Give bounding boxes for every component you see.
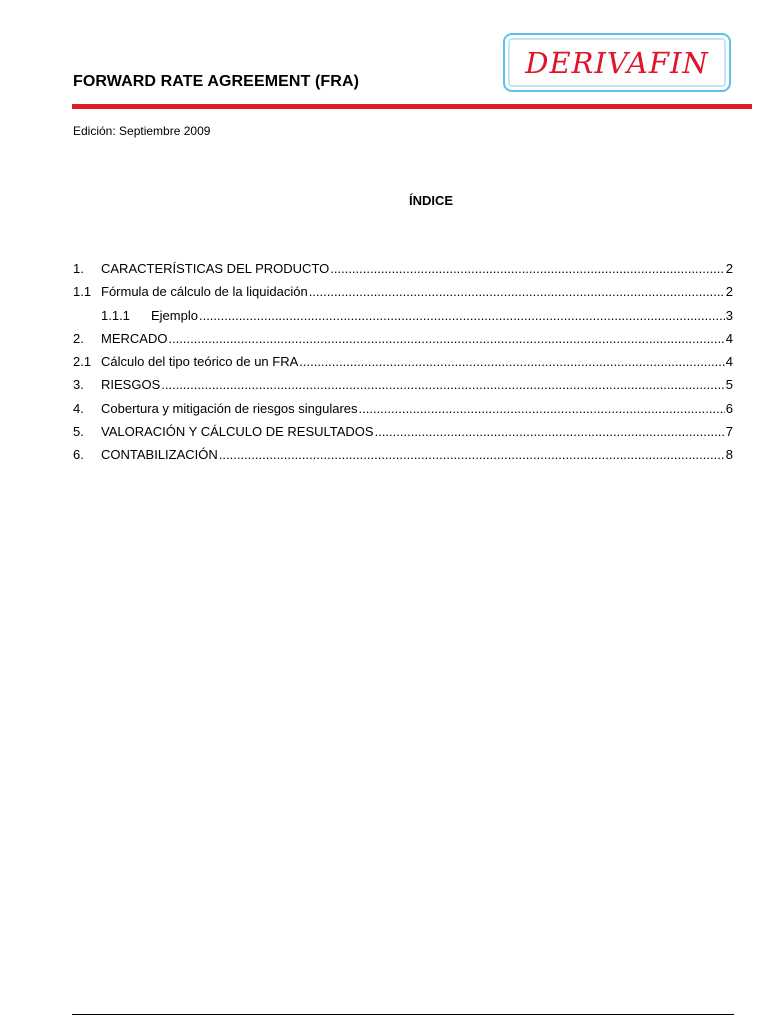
- toc-entry-title: Cobertura y mitigación de riesgos singulares: [101, 400, 358, 416]
- toc-leader-dots: [199, 308, 725, 323]
- toc-entry[interactable]: [73, 331, 733, 354]
- toc-entry-page: 6: [725, 400, 733, 416]
- logo-wordmark: DERIVAFIN: [525, 45, 709, 80]
- document-title: FORWARD RATE AGREEMENT (FRA): [73, 73, 360, 90]
- toc-entry[interactable]: [73, 377, 733, 400]
- toc-entry-page: 3: [725, 307, 733, 323]
- toc-entry[interactable]: [73, 354, 733, 377]
- toc-entry-title: Fórmula de cálculo de la liquidación: [101, 284, 308, 300]
- toc-entry-title: VALORACIÓN Y CÁLCULO DE RESULTADOS: [101, 424, 374, 440]
- toc-leader-dots: [219, 447, 725, 462]
- toc-entry-number: 5.: [73, 424, 84, 440]
- toc-leader-dots: [375, 424, 725, 439]
- toc-entry-number: 1.: [73, 261, 84, 276]
- table-of-contents: [73, 261, 733, 471]
- toc-entry[interactable]: [73, 447, 733, 470]
- toc-entry-title: RIESGOS: [101, 377, 161, 393]
- toc-leader-dots: [168, 331, 724, 346]
- edition-date: Edición: Septiembre 2009: [73, 124, 211, 138]
- toc-entry-number: 4.: [73, 400, 84, 416]
- toc-entry-page: 8: [725, 447, 733, 463]
- toc-entry-number: 1.1: [73, 284, 92, 300]
- toc-leader-dots: [330, 261, 725, 276]
- toc-entry-number: 1.1.1: [101, 307, 130, 323]
- toc-entry-number: 3.: [73, 377, 84, 393]
- toc-entry-title: CONTABILIZACIÓN: [101, 447, 218, 463]
- toc-entry-title: Ejemplo: [151, 307, 198, 323]
- toc-entry[interactable]: [73, 401, 733, 424]
- toc-entry[interactable]: [73, 284, 733, 307]
- toc-leader-dots: [299, 354, 724, 369]
- toc-entry-number: 2.: [73, 330, 84, 346]
- toc-leader-dots: [309, 284, 725, 299]
- toc-entry-title: Cálculo del tipo teórico de un FRA: [101, 354, 299, 370]
- toc-heading: ÍNDICE: [408, 193, 454, 208]
- footer-divider: [72, 1014, 734, 1015]
- toc-entry-page: 2: [725, 261, 733, 276]
- toc-entry-number: 6.: [73, 447, 84, 463]
- toc-entry-page: 4: [725, 354, 733, 370]
- toc-entry[interactable]: [73, 424, 733, 447]
- toc-entry-title: MERCADO: [101, 330, 168, 346]
- toc-entry-page: 5: [725, 377, 733, 393]
- toc-entry[interactable]: [73, 261, 733, 284]
- toc-entry-page: 4: [725, 330, 733, 346]
- derivafin-logo: [503, 33, 731, 92]
- toc-entry-title: CARACTERÍSTICAS DEL PRODUCTO: [101, 261, 330, 276]
- toc-entry[interactable]: [73, 308, 733, 331]
- header-divider: [72, 104, 752, 109]
- toc-leader-dots: [359, 401, 725, 416]
- toc-entry-page: 7: [725, 424, 733, 440]
- toc-entry-number: 2.1: [73, 354, 92, 370]
- toc-leader-dots: [161, 377, 725, 392]
- toc-entry-page: 2: [725, 284, 733, 300]
